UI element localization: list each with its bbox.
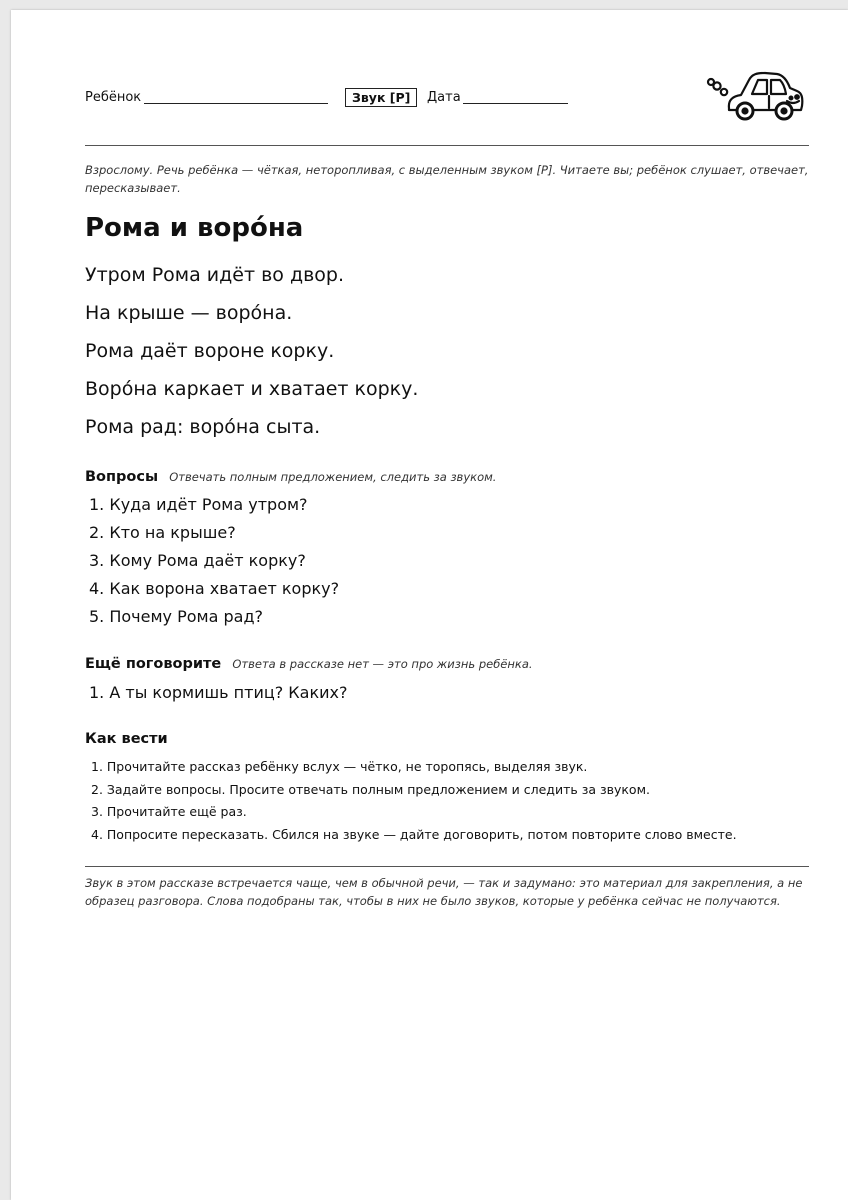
- howto-step: 3. Прочитайте ещё раз.: [91, 804, 247, 819]
- adult-instructions: Взрослому. Речь ребёнка — чёткая, неторопливая, с выделенным звуком [Р]. Читаете вы; ребёнок слушает, отвечает, пересказывает.: [85, 163, 809, 195]
- sound-badge: Звук [Р]: [345, 88, 417, 107]
- question-item: 1. Куда идёт Рома утром?: [89, 495, 308, 514]
- child-name-line: [144, 103, 328, 104]
- footnote: Звук в этом рассказе встречается чаще, чем в обычной речи, — так и задумано: это материал для закрепления, а не образец разговора. Слова подобраны так, чтобы в них не было звуков, которые у ребёнка сейчас не получаются.: [85, 876, 803, 908]
- questions-note: Отвечать полным предложением, следить за звуком.: [169, 470, 497, 484]
- howto-step: 4. Попросите пересказать. Сбился на звуке — дайте договорить, потом повторите слово вместе.: [91, 826, 737, 842]
- header-divider: [85, 145, 809, 146]
- worksheet-page: [11, 10, 848, 1200]
- question-item: 3. Кому Рома даёт корку?: [89, 551, 306, 570]
- story-line: Рома рад: воро́на сыта.: [85, 416, 321, 438]
- talk-item: 1. А ты кормишь птиц? Каких?: [89, 683, 348, 702]
- date-label: Дата: [427, 90, 461, 105]
- talk-heading: Ещё поговорите: [85, 656, 222, 672]
- story-line: Воро́на каркает и хватает корку.: [85, 378, 419, 400]
- car-icon: [705, 68, 805, 126]
- header-fields: [85, 88, 809, 118]
- question-item: 5. Почему Рома рад?: [89, 607, 264, 626]
- questions-list: [89, 494, 339, 634]
- talk-list: [89, 682, 348, 710]
- child-name-label: Ребёнок: [85, 90, 142, 105]
- story-line: На крыше — воро́на.: [85, 302, 293, 324]
- talk-note: Ответа в рассказе нет — это про жизнь ребёнка.: [232, 657, 533, 671]
- footer-divider: [85, 866, 809, 867]
- story-line: Утром Рома идёт во двор.: [85, 264, 345, 286]
- questions-heading-row: [85, 466, 496, 487]
- date-line: [463, 103, 568, 104]
- question-item: 2. Кто на крыше?: [89, 523, 236, 542]
- howto-list: [91, 758, 737, 848]
- howto-step: 2. Задайте вопросы. Просите отвечать полным предложением и следить за звуком.: [91, 781, 650, 797]
- story-title: Рома и воро́на: [85, 213, 304, 243]
- question-item: 4. Как ворона хватает корку?: [89, 579, 340, 598]
- howto-step: 1. Прочитайте рассказ ребёнку вслух — чётко, не торопясь, выделяя звук.: [91, 759, 588, 774]
- talk-heading-row: [85, 653, 533, 674]
- story-line: Рома даёт вороне корку.: [85, 340, 335, 362]
- howto-heading: Как вести: [85, 731, 168, 747]
- story-text: [85, 262, 809, 452]
- questions-heading: Вопросы: [85, 469, 159, 485]
